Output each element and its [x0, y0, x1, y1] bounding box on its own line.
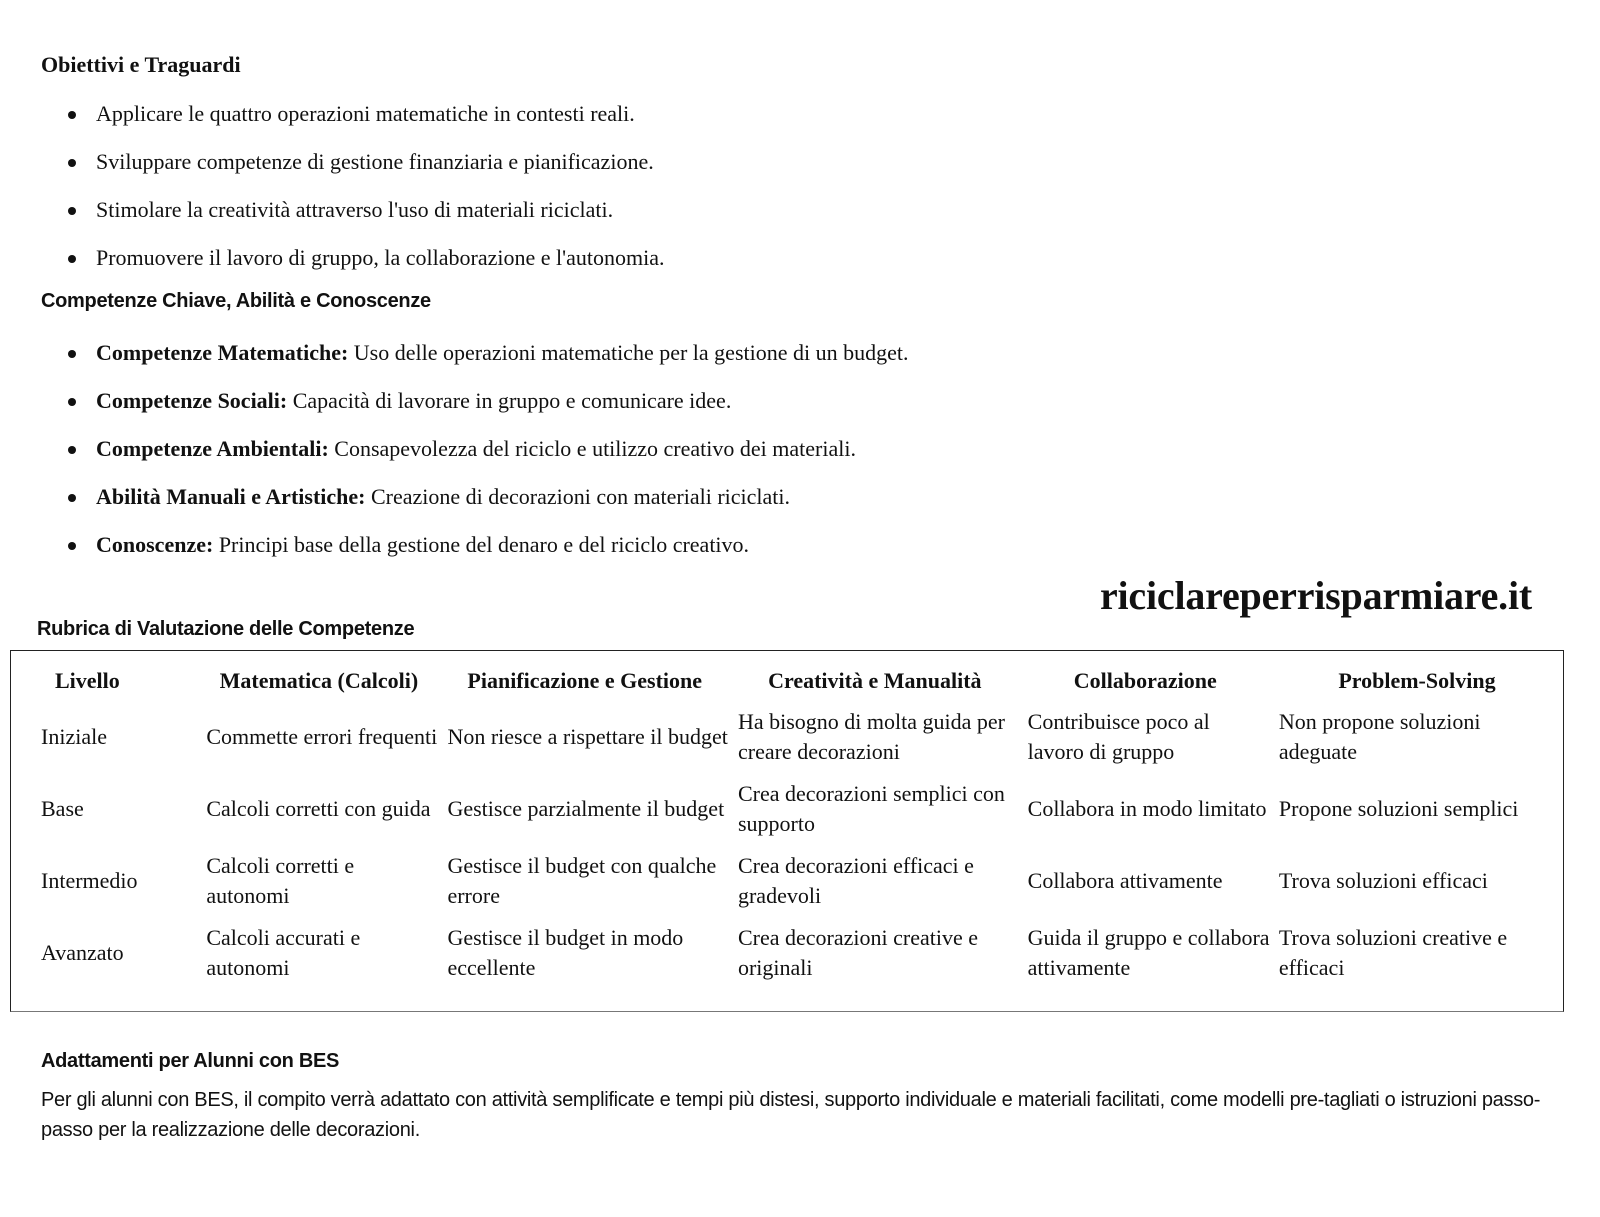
level-cell: Intermedio — [41, 868, 138, 893]
competence-label: Conoscenze: — [96, 532, 214, 557]
objectives-heading: Obiettivi e Traguardi — [41, 52, 241, 77]
table-row — [11, 917, 1563, 989]
bes-paragraph: Per gli alunni con BES, il compito verrà adattato con attività semplificate e tempi più distesi, supporto individuale e materiali facilitati, come modelli pre-tagliati o istruzioni passo-passo per la realizzazione delle decorazioni. — [41, 1089, 1541, 1141]
rubric-table — [11, 651, 1563, 989]
table-cell: Ha bisogno di molta guida per creare decorazioni — [737, 709, 1005, 764]
list-item: Applicare le quattro operazioni matematiche in contesti reali. — [68, 99, 664, 147]
table-cell: Gestisce il budget in modo eccellente — [447, 925, 684, 980]
list-item — [68, 530, 909, 578]
column-header: Pianificazione e Gestione — [467, 668, 703, 693]
column-header: Livello — [55, 668, 120, 693]
list-item — [68, 386, 909, 434]
table-cell: Crea decorazioni creative e originali — [737, 925, 978, 980]
table-cell: Non propone soluzioni adeguate — [1278, 709, 1481, 764]
competence-text: Capacità di lavorare in gruppo e comunicare idee. — [287, 388, 732, 413]
competence-text: Principi base della gestione del denaro e del riciclo creativo. — [213, 532, 750, 557]
level-cell: Base — [41, 796, 84, 821]
table-cell: Guida il gruppo e collabora attivamente — [1027, 925, 1270, 980]
table-cell: Collabora in modo limitato — [1027, 796, 1267, 821]
table-cell: Calcoli corretti e autonomi — [206, 853, 355, 908]
level-cell: Iniziale — [41, 724, 107, 749]
level-cell: Avanzato — [41, 940, 124, 965]
table-cell: Contribuisce poco al lavoro di gruppo — [1027, 709, 1210, 764]
table-cell: Calcoli corretti con guida — [206, 796, 431, 821]
table-row — [11, 845, 1563, 917]
competence-label: Competenze Matematiche: — [96, 340, 349, 365]
rubric-table-frame — [10, 650, 1564, 1012]
table-row — [11, 701, 1563, 773]
table-cell: Commette errori frequenti — [206, 724, 438, 749]
list-item: Promuovere il lavoro di gruppo, la collaborazione e l'autonomia. — [68, 243, 664, 291]
bes-heading: Adattamenti per Alunni con BES — [41, 1050, 340, 1072]
bullet-icon — [68, 446, 76, 454]
bullet-icon — [68, 350, 76, 358]
competence-text: Uso delle operazioni matematiche per la gestione di un budget. — [348, 340, 909, 365]
table-cell: Crea decorazioni efficaci e gradevoli — [737, 853, 974, 908]
column-header: Matematica (Calcoli) — [219, 668, 419, 693]
bullet-icon — [68, 255, 76, 263]
list-item — [68, 434, 909, 482]
bullet-icon — [68, 159, 76, 167]
list-item: Stimolare la creatività attraverso l'uso di materiali riciclati. — [68, 195, 664, 243]
table-cell: Gestisce parzialmente il budget — [447, 796, 725, 821]
table-header-row — [11, 651, 1563, 701]
table-cell: Calcoli accurati e autonomi — [206, 925, 361, 980]
competence-text: Consapevolezza del riciclo e utilizzo creativo dei materiali. — [328, 436, 856, 461]
bullet-icon — [68, 398, 76, 406]
list-item — [68, 482, 909, 530]
table-cell: Collabora attivamente — [1027, 868, 1223, 893]
competence-text: Creazione di decorazioni con materiali riciclati. — [365, 484, 791, 509]
list-item — [68, 338, 909, 386]
table-cell: Propone soluzioni semplici — [1278, 796, 1519, 821]
competence-label: Abilità Manuali e Artistiche: — [96, 484, 366, 509]
competences-heading: Competenze Chiave, Abilità e Conoscenze — [41, 290, 431, 312]
bullet-icon — [68, 494, 76, 502]
competence-label: Competenze Sociali: — [96, 388, 288, 413]
column-header: Collaborazione — [1073, 668, 1217, 693]
list-item: Sviluppare competenze di gestione finanziaria e pianificazione. — [68, 147, 664, 195]
column-header: Creatività e Manualità — [768, 668, 982, 693]
bullet-icon — [68, 111, 76, 119]
rubric-heading: Rubrica di Valutazione delle Competenze — [37, 618, 415, 640]
table-row — [11, 773, 1563, 845]
table-cell: Non riesce a rispettare il budget — [447, 724, 728, 749]
competence-label: Competenze Ambientali: — [96, 436, 329, 461]
bullet-icon — [68, 207, 76, 215]
competences-list — [68, 338, 909, 578]
brand-watermark: riciclareperrisparmiare.it — [1099, 573, 1532, 618]
table-cell: Trova soluzioni creative e efficaci — [1278, 925, 1508, 980]
table-cell: Crea decorazioni semplici con supporto — [737, 781, 1005, 836]
bullet-icon — [68, 542, 76, 550]
table-cell: Gestisce il budget con qualche errore — [447, 853, 717, 908]
table-cell: Trova soluzioni efficaci — [1278, 868, 1488, 893]
objectives-list — [68, 99, 664, 291]
column-header: Problem-Solving — [1338, 668, 1496, 693]
